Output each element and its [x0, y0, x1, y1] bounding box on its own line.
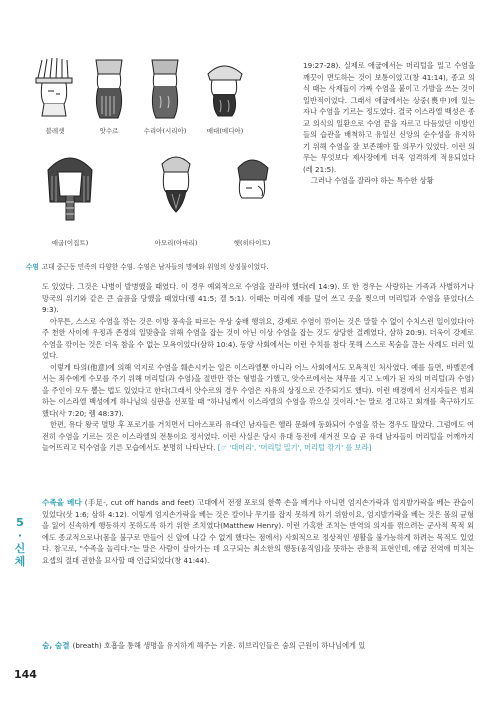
- page-number: 144: [14, 668, 37, 681]
- median-head-illustration: [200, 58, 250, 120]
- paragraph-text: 한편, 유다 왕국 멸망 후 포로기를 거치면서 디아스포라 유대인 남자들은 헬라 문화에 동화되어 수염을 깎는 경우도 많았다. 그럼에도 여전히 수염을 기르는 것은 이스라엘의 전통이요 정서였다. 이런 사실은 당시 유대 동전에 새겨진 모습 곧 유대 남자들이 머리털을 어깨까지 늘어뜨리고 턱수염을 기른 모습에서도 분명히 나타난다.: [42, 420, 474, 452]
- caption-text: 고대 중근동 민족의 다양한 수염. 수염은 남자들의 명예와 위엄의 상징물이었다.: [41, 263, 269, 271]
- egyptian-head-illustration: [42, 150, 98, 230]
- head-label: 애굽(이집트): [51, 239, 89, 247]
- paragraph: [42, 419, 474, 454]
- beard-figure: [24, 52, 294, 282]
- amorite-head-illustration: [152, 150, 200, 230]
- head-label: 헷(히타이트): [233, 239, 271, 247]
- head-label: 앗수르: [99, 127, 119, 135]
- figure-caption: [26, 263, 302, 272]
- cross-reference: [☞ '대머리', '머리털 밀기', 머리털 깎기' 를 보라]: [217, 443, 372, 452]
- entry-term: 수족을 베다: [42, 498, 82, 507]
- chapter-sidebar: [8, 516, 32, 568]
- right-column-paragraph: 19:27-28). 실제로 애굽에서는 머리털을 밀고 수염을 깨끗이 면도하는 것이 보통이었고(창 41:14), 종교 의식 때는 사제들이 가짜 수염을 붙이고 가발을 쓰는 것이 일반적이었다. 그래서 애굽에서는 상중(喪中)에 있는 자나 수염을 기르는 정도였다. 결국 이스라엘 백성은 종교 의식의 일환으로 수염 끝을 자르고 다듬었던 이방인들의 습관을 배척하고 유일신 신앙의 순수성을 유지하기 위해 수염을 잘 보존해야 할 의무가 있었다. 이런 의무는 무엇보다 제사장에게 더욱 엄격하게 적용되었다(레 21:5).: [303, 61, 475, 174]
- head-label: 블레셋: [45, 127, 65, 135]
- right-column-text: [303, 60, 475, 187]
- paragraph: 이렇게 타의(他意)에 의해 억지로 수염을 훼손시키는 일은 이스라엘뿐 아니라 어느 사회에서도 모욕적인 처사였다. 예를 들면, 바벨론에서는 죄수에게 수모를 주기 위해 머리털(과 수염)을 절반만 깎는 형벌을 가했고, 앗수르에서는 채무를 지고 노예가 된 자의 머리털(과 수염)을 주인이 모두 뽑는 법도 있었다고 한다(그래서 앗수르의 경우 수염은 자유의 상징으로 간주되기도 했다). 이런 배경에서 선지자들은 범죄하는 이스라엘 백성에게 하나님의 심판을 선포할 때 "하나님께서 이스라엘의 수염을 깎으실 것이라."는 말로 경고하고 회개를 촉구하기도 했다(사 7:20; 렘 48:37).: [42, 362, 474, 418]
- head-label: 아모리(아마리): [154, 239, 198, 247]
- syrian-head-illustration: [142, 56, 188, 120]
- caption-title: 수염: [26, 263, 39, 271]
- assyrian-head-illustration: [86, 56, 132, 120]
- chapter-number: 5: [16, 516, 24, 529]
- chapter-label: 신: [14, 542, 26, 555]
- dictionary-entry: [42, 497, 474, 566]
- paragraph: 아무튼, 스스로 수염을 깎는 것은 이방 풍속을 따르는 우상 숭배 행위요, 강제로 수염이 깎이는 것은 말할 수 없이 수치스런 일이었다(아주 천한 사이에 우정과 존경의 일맞춤을 위해 수염을 잡는 것이 아닌 이상 수염을 잡는 것도 상당한 결례였다, 삼하 20:9). 더욱이 강제로 수염을 깎이는 것은 더욱 참을 수 없는 모욕이었다(삼하 10:4). 동양 사회에서는 이런 수치를 참다 못해 스스로 목숨을 끊는 사례도 더러 있었다.: [42, 316, 474, 360]
- right-column-continuation: 그러나 수염을 잘라야 하는 특수한 상황: [311, 176, 434, 185]
- hittite-head-illustration: [228, 150, 276, 230]
- head-label: 메대(메디아): [206, 127, 244, 135]
- entry-text: (breath) 호흡을 통해 생명을 유지하게 해주는 기운. 히브리인들은 숨의 근원이 하나님에게 있: [72, 641, 366, 650]
- entry-term: 숨, 숨결: [42, 641, 70, 650]
- paragraph: 도 있었다. 그것은 나병이 발병했을 때였다. 이 경우 예외적으로 수염을 잘라야 했다(레 14:9). 또 한 경우는 사랑하는 가족과 사별하거나 망국의 위기와 같은 큰 슬픔을 당했을 때였다(렘 41:5; 겔 5:1). 이때는 머리에 재를 덮어 쓰고 옷을 찢으며 머리털과 수염을 뜯었다(스 9:3).: [42, 282, 474, 314]
- head-label: 수리아(시리아): [143, 127, 187, 135]
- philistine-head-illustration: [30, 58, 80, 120]
- entry-text: (手足-, cut off hands and feet) 고대에서 전쟁 포로의 한쪽 손을 베거나 아니면 엄지손가락과 엄지발가락을 베는 관습이 있었다(삿 1:6; 삼하 4:12). 이렇게 엄지손가락을 베는 것은 칼이나 무기를 잡지 못하게 하기 위함이요, 엄지발가락을 베는 것은 몸의 균형을 잃어 신속하게 행동하지 못하도록 하기 위한 조치였다(Matthew Henry). 이런 가혹한 조치는 반역의 의지를 꺾으려는 군사적 목적 외에도 종교적으로나(몸을 불구로 만들어 신 앞에 나갈 수 없게 했다는 점에서) 사회적으로 정상적인 생활을 불가능하게 하려는 목적도 있었다. 참고로, "수족을 놀리다."는 말은 사람이 살아가는 데 요구되는 최소한의 행동(움직임)을 뜻하는 관용적 표현인데, 애굽 전역에 미치는 요셉의 절대 권한을 묘사할 때 언급되었다(창 41:44).: [42, 498, 474, 565]
- chapter-label: 체: [14, 555, 26, 568]
- chapter-dot: ·: [17, 529, 23, 542]
- dictionary-entry: [42, 640, 474, 652]
- main-body: [42, 281, 474, 454]
